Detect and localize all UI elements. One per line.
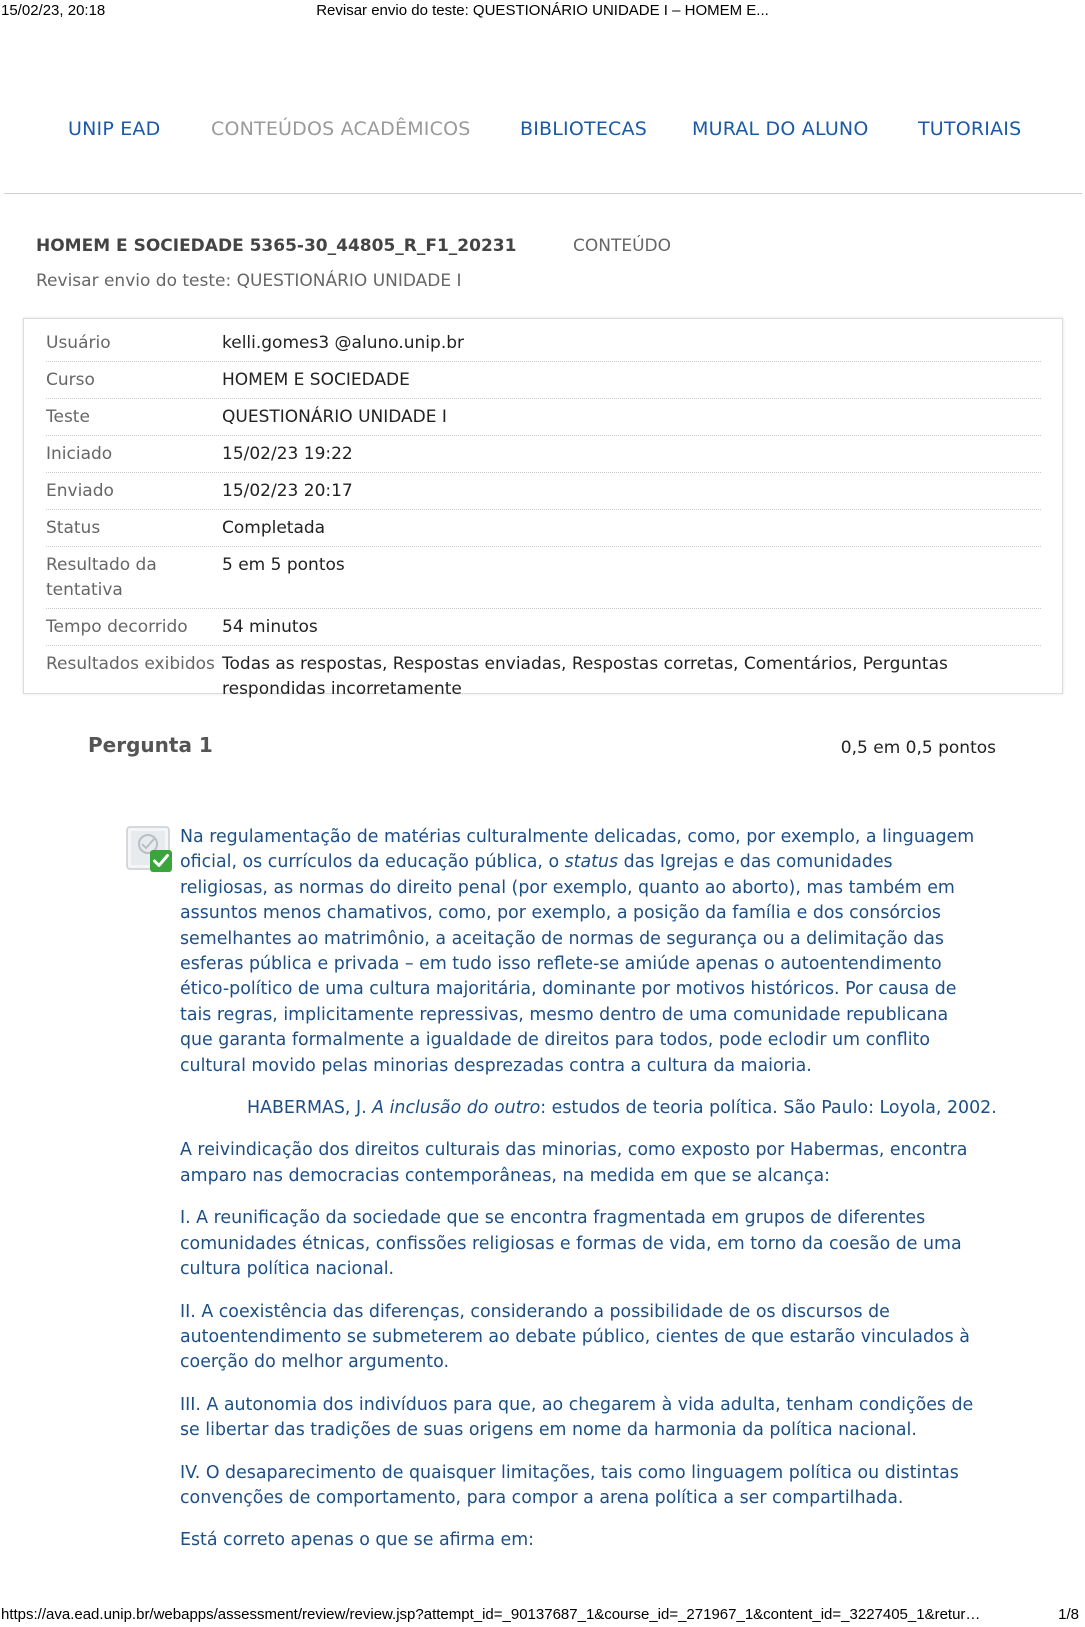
question-closing: Está correto apenas o que se afirma em: [180,1530,535,1551]
summary-label: Curso [46,370,95,390]
summary-row-iniciado [46,436,1041,473]
summary-row-curso [46,362,1041,399]
summary-label: Enviado [46,481,114,501]
summary-row-resultado [46,547,1041,609]
nav-mural-do-aluno[interactable]: MURAL DO ALUNO [692,118,869,140]
question-statement-1: I. A reunificação da sociedade que se encontra fragmentada em grupos de diferentes comunidades étnicas, confissões religiosas e formas de vida, em torno da coesão de uma cultura política nacional. [180,1208,962,1280]
summary-value: Todas as respostas, Respostas enviadas, Respostas corretas, Comentários, Perguntas respondidas incorretamente [222,654,948,699]
course-content-link[interactable]: CONTEÚDO [573,236,672,256]
print-page-number: 1/8 [1058,1606,1079,1623]
nav-unip-ead[interactable]: UNIP EAD [68,118,161,140]
nav-divider [4,193,1082,194]
print-datetime: 15/02/23, 20:18 [1,2,106,19]
course-title[interactable]: HOMEM E SOCIEDADE 5365-30_44805_R_F1_20231 [36,236,517,256]
question-title: Pergunta 1 [88,733,213,757]
question-intro-text: Na regulamentação de matérias culturalmente delicadas, como, por exemplo, a linguagem oficial, os currículos da educação pública, o [180,827,975,873]
summary-value: 15/02/23 20:17 [222,481,353,501]
summary-row-status [46,510,1041,547]
nav-bibliotecas[interactable]: BIBLIOTECAS [520,118,647,140]
question-statement-4: IV. O desaparecimento de quaisquer limitações, tais como linguagem política ou distintas convenções de comportamento, para compor a arena política a ser compartilhada. [180,1462,959,1508]
correct-check-icon [126,826,174,874]
summary-row-teste [46,399,1041,436]
summary-value: Completada [222,518,326,538]
question-intro-italic: status [564,852,619,873]
page-subtitle: Revisar envio do teste: QUESTIONÁRIO UNIDADE I [36,271,462,291]
summary-label: Status [46,518,101,538]
summary-row-resultados-exibidos [46,646,1041,707]
summary-value: 54 minutos [222,617,318,637]
summary-label: Resultado da tentativa [46,555,157,600]
attempt-summary-table [46,325,1041,707]
summary-value: 15/02/23 19:22 [222,444,353,464]
citation-title: A inclusão do outro [372,1098,541,1119]
print-url: https://ava.ead.unip.br/webapps/assessment/review/review.jsp?attempt_id=_90137687_1&course_id=_271967_1&content_id=_3227405_1&retur… [1,1606,981,1623]
citation-author: HABERMAS, J. [247,1098,373,1119]
attempt-summary [23,318,1063,699]
summary-label: Tempo decorrido [46,617,188,637]
question-intro-text-rest: das Igrejas e das comunidades religiosas, as normas do direito penal (por exemplo, quanto ao aborto), mas também em assuntos menos chamativos, como, por exemplo, a posição da família e dos consórcios semelhantes ao matrimônio, a aceitação de normas de segurança ou a delimitação das esferas pública e privada – em tudo isso reflete-se amiúde apenas o autoentendimento ético-político de uma cultura majoritária, dominante por motivos históricos. Por causa de tais regras, implicitamente repressivas, mesmo dentro de uma comunidade republicana que garanta formalmente a igualdade de direitos para todos, pode eclodir um conflito cultural movido pelas minorias desprezadas contra a cultura da maioria. [180,852,957,1076]
question-intro [180,825,980,1079]
question-points: 0,5 em 0,5 pontos [840,738,996,758]
summary-row-tempo [46,609,1041,646]
summary-label: Iniciado [46,444,113,464]
question-statement-2: II. A coexistência das diferenças, considerando a possibilidade de os discursos de autoentendimento se submeterem ao debate público, cientes de que estarão vinculados à coerção do melhor argumento. [180,1301,970,1373]
summary-row-enviado [46,473,1041,510]
summary-row-usuario [46,325,1041,362]
summary-value: QUESTIONÁRIO UNIDADE I [222,407,447,427]
print-footer [0,1604,1085,1626]
print-page-title: Revisar envio do teste: QUESTIONÁRIO UNIDADE I – HOMEM E... [316,2,769,19]
summary-label: Resultados exibidos [46,654,215,674]
question-statement-3: III. A autonomia dos indivíduos para que, ao chegarem à vida adulta, tenham condições de se libertar das tradições de suas origens em nome da harmonia da política nacional. [180,1394,974,1441]
summary-label: Teste [46,407,90,427]
citation-rest: : estudos de teoria política. São Paulo: Loyola, 2002. [540,1098,997,1119]
question-citation [180,1096,997,1121]
nav-tutoriais[interactable]: TUTORIAIS [918,118,1022,140]
top-navigation [0,118,1085,150]
nav-conteudos-academicos[interactable]: CONTEÚDOS ACADÊMICOS [211,118,471,140]
question-body [180,825,997,1571]
question-prompt: A reivindicação dos direitos culturais das minorias, como exposto por Habermas, encontra amparo nas democracias contemporâneas, na medida em que se alcança: [180,1140,968,1186]
summary-value: kelli.gomes3 @aluno.unip.br [222,333,465,353]
summary-value: HOMEM E SOCIEDADE [222,370,410,390]
summary-label: Usuário [46,333,111,353]
summary-value: 5 em 5 pontos [222,555,345,575]
print-header [0,0,1085,22]
